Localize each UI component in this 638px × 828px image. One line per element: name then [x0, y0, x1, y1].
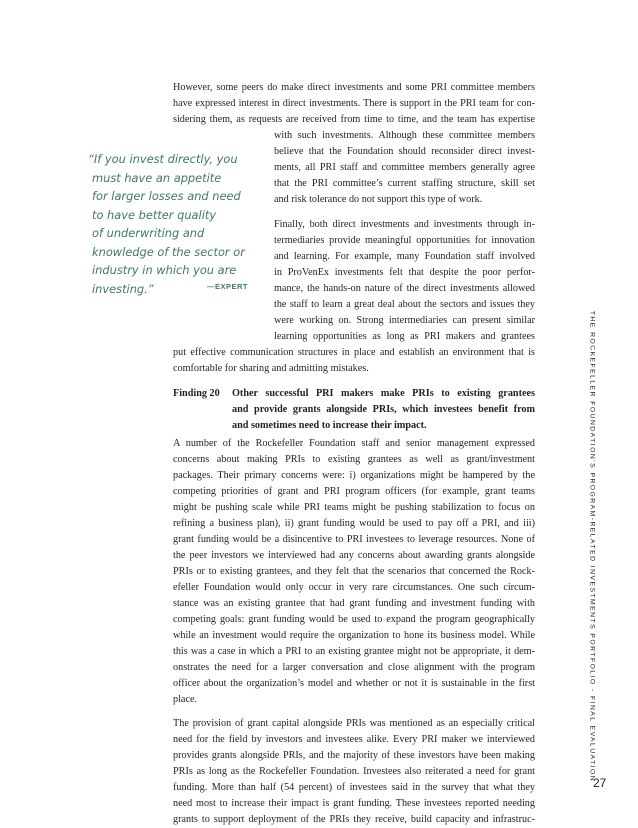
finding-label: Finding 20 — [173, 388, 220, 399]
pull-quote-line: “If you invest directly, you — [88, 152, 238, 166]
text-line: might be pushing scale while PRI teams might be pushing stabilization to focus on — [173, 502, 535, 513]
pull-quote-line: investing.” — [92, 281, 154, 296]
pull-quote-line: knowledge of the sector or — [92, 244, 245, 259]
text-line: PRIs as long as the Rockefeller Foundation. Investees also reiterated a need for grant — [173, 766, 535, 777]
text-line: The provision of grant capital alongside PRIs was mentioned as an especially critical — [173, 718, 535, 729]
text-line: believe that the Foundation should reconsider direct invest- — [274, 146, 535, 157]
text-line: and risk tolerance do not support this type of work. — [274, 194, 483, 205]
text-line: onstrates the need for a larger conversation and close alignment with the program — [173, 662, 535, 673]
pull-quote-line: for larger losses and need — [92, 189, 241, 203]
text-line: competing priorities of grant and PRI program officers (for example, grant teams — [173, 486, 535, 497]
text-line: grant funding would be a disincentive to PRI investees to leverage resources. None of — [173, 534, 535, 545]
text-line: refining a business plan), ii) grant funding would be used to pay off a PRI, and iii) — [173, 518, 535, 529]
text-line: learning opportunities as long as PRI makers and grantees — [274, 331, 535, 342]
finding-title-line: and sometimes need to increase their impact. — [232, 420, 427, 431]
text-line: place. — [173, 694, 198, 705]
pull-quote-line: to have better quality — [92, 207, 217, 222]
pull-quote — [88, 150, 263, 298]
text-line: in ProVenEx investments felt that despite the poor perfor- — [274, 267, 535, 278]
text-line: PRIs or to existing grantees, and they felt that the scenarios that concerned the Rock- — [173, 566, 535, 577]
running-header: THE ROCKEFELLER FOUNDATION’S PROGRAM-RELATED INVESTMENTS PORTFOLIO - FINAL EVALUATION — [588, 310, 596, 783]
text-line: put effective communication structures in place and establish an environment that is — [173, 347, 535, 358]
text-line: However, some peers do make direct investments and some PRI committee members — [173, 82, 535, 93]
text-line: were working on. Strong intermediaries can present similar — [274, 315, 535, 326]
text-line: the staff to learn a great deal about the sectors and issues they — [274, 299, 535, 310]
text-line: provides grants alongside PRIs, and the majority of these investors have been making — [173, 750, 535, 761]
finding-title-line: Other successful PRI makers make PRIs to existing grantees — [232, 388, 535, 399]
pull-quote-attribution: —EXPERT — [207, 282, 249, 291]
text-line: A number of the Rockefeller Foundation staff and senior management expressed — [173, 438, 535, 449]
text-line: that the PRI committee’s current staffing structure, skill set — [274, 178, 535, 189]
text-line: sidering them, as requests are received from time to time, and the team has expertise — [173, 114, 535, 125]
finding-title-line: and provide grants alongside PRIs, which investees benefit from — [232, 404, 535, 415]
text-line: and learning. For example, many Foundation staff involved — [274, 251, 535, 262]
text-line: comfortable for sharing and admitting mistakes. — [173, 363, 369, 374]
text-line: while an investment would require the organization to hone its business model. While — [173, 630, 535, 641]
text-line: grants to support deployment of the PRIs they receive, build capacity and infrastruc- — [173, 814, 535, 825]
text-line: with such investments. Although these committee members — [274, 130, 535, 141]
text-line: have expressed interest in direct investments. There is support in the PRI team for con- — [173, 98, 535, 109]
text-line: this was a case in which a PRI to an existing grantee might not be appropriate, it dem- — [173, 646, 535, 657]
pull-quote-line: of underwriting and — [92, 226, 205, 240]
page-number: 27 — [593, 776, 607, 790]
text-line: Finally, both direct investments and investments through in- — [274, 219, 535, 230]
text-line: packages. Their primary concerns were: i) organizations might be hampered by the — [173, 470, 535, 481]
text-line: concerns about making PRIs to existing grantees as well as grant/investment — [173, 454, 535, 465]
text-line: competing goals: grant funding would be used to expand the program geographically — [173, 614, 535, 625]
text-line: termediaries provide meaningful opportunities for innovation — [274, 235, 535, 246]
text-line: officer about the organization’s model and whether or not it is sustainable in the first — [173, 678, 535, 689]
pull-quote-line: industry in which you are — [92, 263, 237, 277]
text-line: stance was an existing grantee that had grant funding and investment funding with — [173, 598, 535, 609]
text-line: need for the field by investors and investees alike. Every PRI maker we interviewed — [173, 734, 535, 745]
text-line: mance, the hands-on nature of the direct investments allowed — [274, 283, 535, 294]
text-line: funding. More than half (54 percent) of investees said in the survey that what they — [173, 782, 535, 793]
text-line: the peer investors we interviewed had any concerns about awarding grants alongside — [173, 550, 535, 561]
text-line: efeller Foundation would only occur in very rare circumstances. One such circum- — [173, 582, 535, 593]
text-line: ments, all PRI staff and committee members generally agree — [274, 162, 535, 173]
pull-quote-line: must have an appetite — [92, 170, 222, 185]
text-line: need most to increase their impact is grant funding. These investees reported needing — [173, 798, 535, 809]
